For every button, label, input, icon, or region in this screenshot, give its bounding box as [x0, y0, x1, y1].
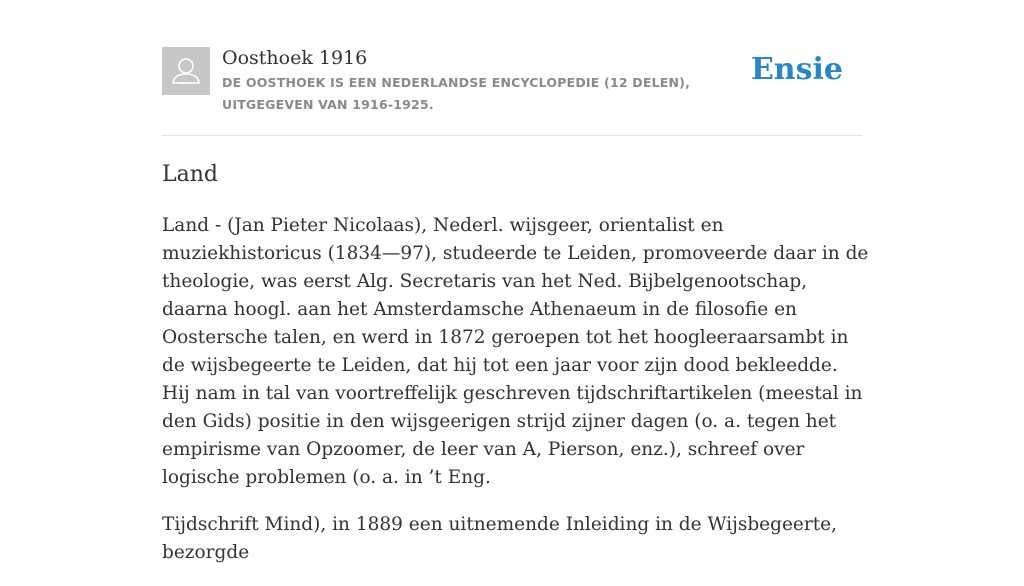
article-body	[162, 212, 870, 586]
source-description: DE OOSTHOEK IS EEN NEDERLANDSE ENCYCLOPEDIE (12 DELEN), UITGEGEVEN VAN 1916-1925.	[222, 75, 691, 112]
article-title: Land	[162, 162, 218, 187]
article-paragraph: Land - (Jan Pieter Nicolaas), Nederl. wijsgeer, orientalist en muziekhistoricus (1834—97), studeerde te Leiden, promoveerde daar in de theologie, was eerst Alg. Secretaris van het Ned. Bijbelgenootschap, daarna hoogl. aan het Amsterdamsche Athenaeum in de filosofie en Oostersche talen, en werd in 1872 geroepen tot het hoogleeraarsambt in de wijsbegeerte te Leiden, dat hij tot een jaar voor zijn dood bekleedde. Hij nam in tal van voortreffelijk geschreven tijdschriftartikelen (meestal in den Gids) positie in den wijsgeerigen strijd zijner dagen (o. a. tegen het empirisme van Opzoomer, de leer van A, Pierson, enz.), schreef over logische problemen (o. a. in ’t Eng.	[162, 215, 869, 488]
source-name[interactable]: Oosthoek 1916	[222, 47, 368, 69]
ensie-logo[interactable]: Ensie	[750, 52, 843, 87]
header-divider	[162, 135, 862, 136]
article-paragraph: Tijdschrift Mind), in 1889 een uitnemende Inleiding in de Wijsbegeerte, bezorgde	[162, 514, 837, 563]
user-placeholder-icon	[162, 47, 210, 95]
source-header	[162, 46, 862, 136]
